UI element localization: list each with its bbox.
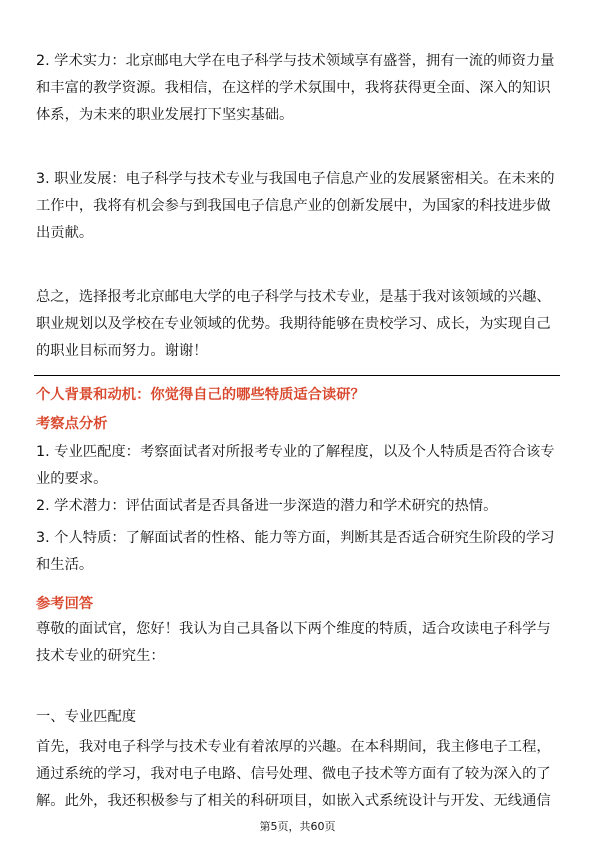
text-line: 解。此外，我还积极参与了相关的科研项目，如嵌入式系统设计与开发、无线通信 xyxy=(36,793,551,809)
text-line: 首先，我对电子科学与技术专业有着浓厚的兴趣。在本科期间，我主修电子工程， xyxy=(36,739,551,755)
text-line: 和丰富的教学资源。我相信，在这样的学术氛围中，我将获得更全面、深入的知识 xyxy=(36,80,551,96)
answer-heading: 参考回答 xyxy=(36,596,94,612)
analysis-heading: 考察点分析 xyxy=(36,416,108,432)
text-line: 通过系统的学习，我对电子电路、信号处理、微电子技术等方面有了较为深入的了 xyxy=(36,766,551,782)
academic-strength-paragraph xyxy=(36,48,560,129)
text-line: 总之，选择报考北京邮电大学的电子科学与技术专业，是基于我对该领域的兴趣、 xyxy=(36,289,551,305)
text-line: 体系，为未来的职业发展打下坚实基础。 xyxy=(36,107,294,123)
text-line: 技术专业的研究生： xyxy=(36,648,165,664)
text-line: 1. 专业匹配度：考察面试者对所报考专业的了解程度，以及个人特质是否符合该专 xyxy=(36,444,555,460)
summary-paragraph xyxy=(36,284,560,365)
text-line: 尊敬的面试官，您好！我认为自己具备以下两个维度的特质，适合攻读电子科学与 xyxy=(36,621,551,637)
text-line: 职业规划以及学校在专业领域的优势。我期待能够在贵校学习、成长，为实现自己 xyxy=(36,316,551,332)
text-line: 工作中，我将有机会参与到我国电子信息产业的创新发展中，为国家的科技进步做 xyxy=(36,198,551,214)
answer-intro-paragraph xyxy=(36,616,560,670)
text-line: 出贡献。 xyxy=(36,225,94,241)
page-number-footer: 第5页，共60页 xyxy=(259,820,336,833)
text-line: 3. 个人特质：了解面试者的性格、能力等方面，判断其是否适合研究生阶段的学习 xyxy=(36,530,555,546)
text-line: 3. 职业发展：电子科学与技术专业与我国电子信息产业的发展紧密相关。在未来的 xyxy=(36,171,555,187)
section-divider xyxy=(34,375,560,376)
text-line: 一、专业匹配度 xyxy=(36,709,137,725)
analysis-item-3 xyxy=(36,525,560,579)
text-line: 2. 学术潜力：评估面试者是否具备进一步深造的潜力和学术研究的热情。 xyxy=(36,498,498,514)
text-line: 和生活。 xyxy=(36,557,94,573)
question-title: 个人背景和动机：你觉得自己的哪些特质适合读研？ xyxy=(36,387,365,403)
text-line: 业的要求。 xyxy=(36,471,108,487)
analysis-item-2 xyxy=(36,493,560,520)
section-1-title xyxy=(36,704,560,731)
analysis-item-1 xyxy=(36,439,560,493)
career-development-paragraph xyxy=(36,166,560,247)
text-line: 2. 学术实力：北京邮电大学在电子科学与技术领域享有盛誉，拥有一流的师资力量 xyxy=(36,53,555,69)
text-line: 的职业目标而努力。谢谢！ xyxy=(36,343,208,359)
section-1-body xyxy=(36,734,560,815)
